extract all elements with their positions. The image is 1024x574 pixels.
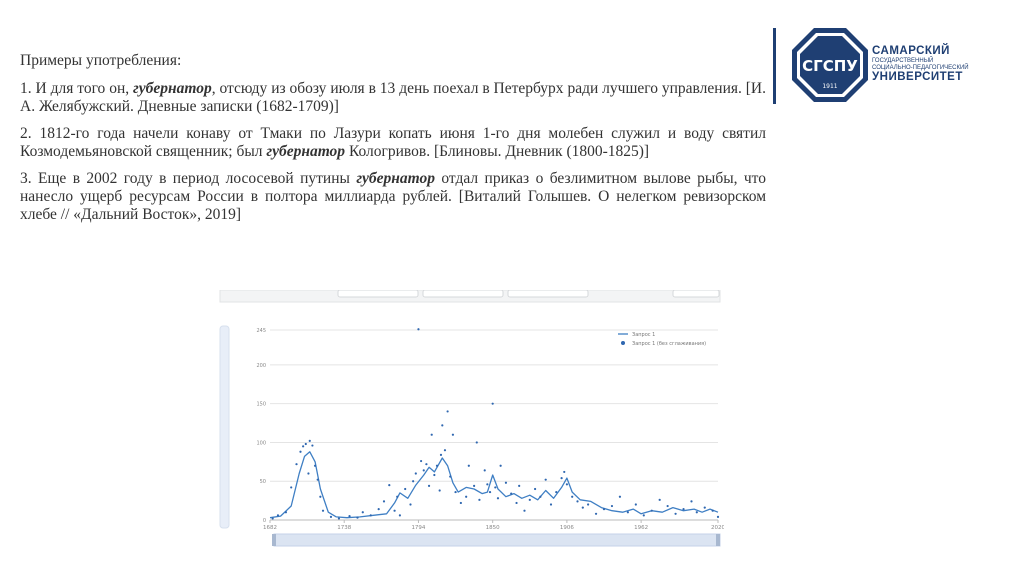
example-2-term: губернатор bbox=[266, 143, 346, 160]
data-point bbox=[500, 465, 502, 467]
data-point bbox=[576, 500, 578, 502]
university-name-line1: САМАРСКИЙ bbox=[872, 45, 950, 57]
data-point bbox=[431, 434, 433, 436]
example-2-pre: 2. 1812-го года начели конаву от Тмаки по Лазури копать июня 1-го дня молебен служил и воду святил Козмодемьяновской священник; был bbox=[20, 125, 766, 160]
x-tick-label: 1850 bbox=[485, 525, 500, 531]
example-1-term: губернатор bbox=[133, 80, 212, 97]
data-point bbox=[338, 517, 340, 519]
data-point bbox=[436, 465, 438, 467]
data-point bbox=[302, 445, 304, 447]
data-point bbox=[272, 517, 274, 519]
examples-heading: Примеры употребления: bbox=[20, 52, 182, 69]
data-point bbox=[582, 506, 584, 508]
data-point bbox=[529, 499, 531, 501]
data-point bbox=[415, 472, 417, 474]
example-3-post: отдал приказ о безлимитном вылове рыбы, что нанесло ущерб ресурсам России в полтора миллиарда рублей. [Виталий Голышев. О нелегком ревизорском хлебе // «Дальний Восток», 2019] bbox=[20, 170, 766, 223]
data-point bbox=[348, 515, 350, 517]
time-navigator[interactable] bbox=[274, 534, 720, 546]
data-point bbox=[322, 510, 324, 512]
data-point bbox=[571, 496, 573, 498]
data-point bbox=[378, 508, 380, 510]
data-point bbox=[494, 486, 496, 488]
example-3-pre: 3. Еще в 2002 году в период лососевой путины bbox=[20, 170, 357, 187]
data-point bbox=[433, 474, 435, 476]
data-point bbox=[417, 328, 419, 330]
data-point bbox=[523, 510, 525, 512]
data-point bbox=[465, 496, 467, 498]
data-point bbox=[555, 491, 557, 493]
example-1-pre: 1. И для того он, bbox=[20, 80, 134, 97]
data-point bbox=[515, 502, 517, 504]
y-tick-label: 50 bbox=[259, 479, 266, 486]
legend-label-query-1-raw: Запрос 1 (без сглаживания) bbox=[632, 341, 707, 347]
data-point bbox=[440, 454, 442, 456]
data-point bbox=[309, 440, 311, 442]
university-name-line4: УНИВЕРСИТЕТ bbox=[872, 71, 963, 83]
y-tick-label: 245 bbox=[256, 328, 266, 334]
emblem-year: 1911 bbox=[822, 83, 838, 90]
data-point bbox=[412, 480, 414, 482]
data-point bbox=[690, 500, 692, 502]
data-point bbox=[518, 485, 520, 487]
data-point bbox=[393, 510, 395, 512]
university-emblem bbox=[790, 26, 870, 104]
data-point bbox=[468, 465, 470, 467]
data-point bbox=[399, 514, 401, 516]
data-point bbox=[441, 424, 443, 426]
data-point bbox=[603, 508, 605, 510]
slide-text bbox=[20, 52, 766, 233]
data-point bbox=[659, 499, 661, 501]
example-2 bbox=[20, 125, 766, 161]
data-point bbox=[404, 488, 406, 490]
data-point bbox=[319, 496, 321, 498]
data-point bbox=[534, 488, 536, 490]
data-point bbox=[696, 511, 698, 513]
example-1-post: , отсюду из обозу июля в 13 день поехал в Петербурх ради лучшего управления. [И. А. Желябужский. Дневные записки (1682-1709)] bbox=[20, 80, 766, 115]
data-point bbox=[492, 403, 494, 405]
y-tick-label: 100 bbox=[256, 440, 266, 447]
data-point bbox=[651, 510, 653, 512]
university-name-line3: СОЦИАЛЬНО-ПЕДАГОГИЧЕСКИЙ bbox=[872, 65, 969, 71]
university-name bbox=[872, 46, 969, 83]
data-point bbox=[449, 475, 451, 477]
data-point bbox=[486, 483, 488, 485]
data-point bbox=[423, 469, 425, 471]
header-divider bbox=[773, 28, 776, 104]
y-tick-label: 150 bbox=[256, 401, 266, 408]
data-point bbox=[704, 506, 706, 508]
legend-point-swatch bbox=[621, 341, 625, 345]
data-point bbox=[619, 496, 621, 498]
data-point bbox=[317, 479, 319, 481]
data-point bbox=[305, 443, 307, 445]
data-point bbox=[473, 485, 475, 487]
data-point bbox=[460, 502, 462, 504]
data-point bbox=[277, 514, 279, 516]
time-navigator-handle-left[interactable] bbox=[272, 534, 276, 546]
x-tick-label: 1794 bbox=[411, 525, 426, 531]
data-point bbox=[295, 463, 297, 465]
time-navigator-handle-right[interactable] bbox=[716, 534, 720, 546]
data-point bbox=[314, 465, 316, 467]
example-3-term: губернатор bbox=[356, 170, 435, 187]
data-point bbox=[396, 496, 398, 498]
legend-label-query-1: Запрос 1 bbox=[632, 332, 656, 338]
data-point bbox=[505, 482, 507, 484]
chart-svg bbox=[218, 290, 724, 548]
data-point bbox=[299, 451, 301, 453]
example-2-post: Кологривов. [Блиновы. Дневник (1800-1825)] bbox=[345, 143, 650, 160]
data-point bbox=[428, 485, 430, 487]
data-point bbox=[439, 489, 441, 491]
data-point bbox=[383, 500, 385, 502]
data-point bbox=[370, 514, 372, 516]
data-point bbox=[484, 469, 486, 471]
toolbar-button[interactable] bbox=[338, 290, 418, 297]
data-point bbox=[311, 444, 313, 446]
data-point bbox=[635, 503, 637, 505]
data-point bbox=[643, 514, 645, 516]
data-point bbox=[307, 472, 309, 474]
toolbar-button[interactable] bbox=[508, 290, 588, 297]
data-point bbox=[563, 471, 565, 473]
x-tick-label: 1962 bbox=[634, 525, 649, 531]
x-tick-label: 1682 bbox=[263, 525, 277, 531]
data-point bbox=[712, 510, 714, 512]
data-point bbox=[478, 499, 480, 501]
y-tick-label: 200 bbox=[256, 362, 266, 369]
frequency-chart bbox=[218, 290, 724, 548]
example-1 bbox=[20, 80, 766, 116]
data-point bbox=[330, 516, 332, 518]
data-point bbox=[420, 460, 422, 462]
data-point bbox=[611, 505, 613, 507]
example-3 bbox=[20, 170, 766, 224]
data-point bbox=[510, 493, 512, 495]
data-point bbox=[550, 503, 552, 505]
data-point bbox=[545, 479, 547, 481]
data-point bbox=[667, 505, 669, 507]
data-point bbox=[285, 511, 287, 513]
data-point bbox=[290, 486, 292, 488]
data-point bbox=[560, 477, 562, 479]
x-tick-label: 2020 bbox=[711, 525, 724, 531]
vertical-scrollbar[interactable] bbox=[220, 326, 229, 528]
university-name-line2: ГОСУДАРСТВЕННЫЙ bbox=[872, 58, 934, 64]
data-point bbox=[444, 449, 446, 451]
data-point bbox=[497, 497, 499, 499]
data-point bbox=[476, 441, 478, 443]
data-point bbox=[717, 516, 719, 518]
data-point bbox=[409, 503, 411, 505]
data-point bbox=[362, 511, 364, 513]
x-tick-label: 1738 bbox=[337, 525, 352, 531]
data-point bbox=[566, 483, 568, 485]
data-point bbox=[587, 503, 589, 505]
data-point bbox=[447, 410, 449, 412]
toolbar-button[interactable] bbox=[423, 290, 503, 297]
data-point bbox=[682, 508, 684, 510]
data-point bbox=[627, 511, 629, 513]
data-point bbox=[454, 491, 456, 493]
data-point bbox=[425, 463, 427, 465]
emblem-abbreviation: СГСПУ bbox=[802, 57, 858, 75]
y-tick-label: 0 bbox=[262, 518, 266, 524]
data-point bbox=[595, 513, 597, 515]
data-point bbox=[452, 434, 454, 436]
data-point bbox=[674, 513, 676, 515]
data-point bbox=[489, 491, 491, 493]
x-tick-label: 1906 bbox=[559, 525, 574, 531]
data-point bbox=[539, 496, 541, 498]
data-point bbox=[356, 517, 358, 519]
data-point bbox=[388, 484, 390, 486]
toolbar-button[interactable] bbox=[673, 290, 719, 297]
